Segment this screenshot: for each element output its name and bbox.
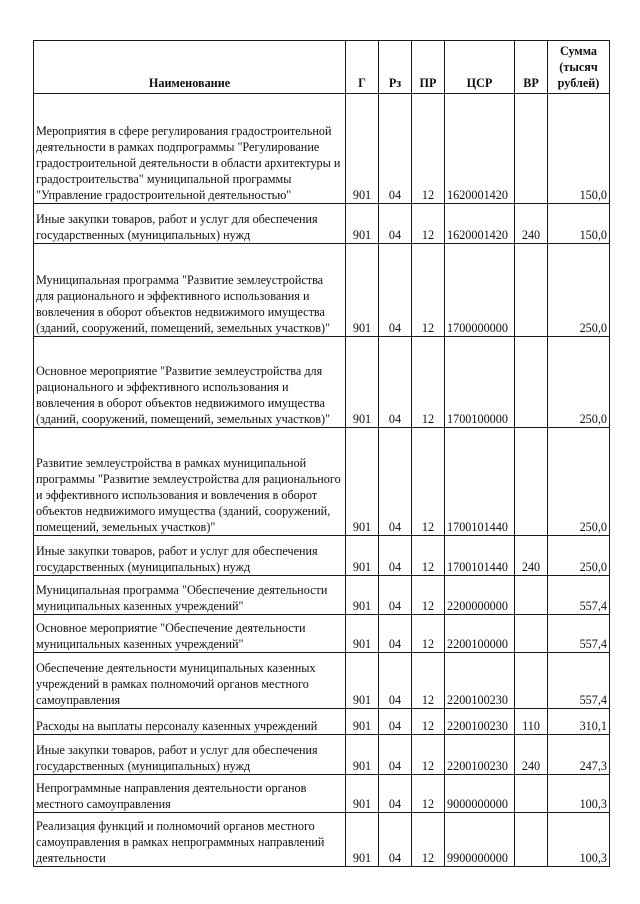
row-pr: 12	[412, 337, 445, 428]
row-csr: 1700100000	[445, 337, 515, 428]
row-sum: 100,3	[548, 813, 610, 867]
row-csr: 9000000000	[445, 775, 515, 813]
row-sum: 557,4	[548, 615, 610, 653]
row-name: Муниципальная программа "Обеспечение деятельности муниципальных казенных учреждений"	[34, 576, 346, 615]
row-sum: 250,0	[548, 337, 610, 428]
row-name: Непрограммные направления деятельности органов местного самоуправления	[34, 775, 346, 813]
row-sum: 150,0	[548, 204, 610, 244]
table-row	[34, 94, 610, 204]
row-name: Основное мероприятие "Развитие землеустройства для рационального и эффективного использования и вовлечения в оборот объектов недвижимого имущества (зданий, сооружений, помещений, земельных участков)"	[34, 337, 346, 428]
table-row	[34, 536, 610, 576]
row-name: Основное мероприятие "Обеспечение деятельности муниципальных казенных учреждений"	[34, 615, 346, 653]
row-rz: 04	[379, 244, 412, 337]
row-rz: 04	[379, 337, 412, 428]
row-g: 901	[346, 428, 379, 536]
row-g: 901	[346, 813, 379, 867]
row-csr: 2200100230	[445, 653, 515, 709]
row-name: Обеспечение деятельности муниципальных казенных учреждений в рамках полномочий органов местного самоуправления	[34, 653, 346, 709]
row-vr: 240	[515, 536, 548, 576]
row-vr	[515, 244, 548, 337]
row-sum: 247,3	[548, 735, 610, 775]
table-row	[34, 428, 610, 536]
row-vr	[515, 428, 548, 536]
row-csr: 1700000000	[445, 244, 515, 337]
row-sum: 557,4	[548, 576, 610, 615]
row-name: Мероприятия в сфере регулирования градостроительной деятельности в рамках подпрограммы "Регулирование градостроительной деятельности в области архитектуры и градостроительства" муниципальной программы "Управление градостроительной деятельностью"	[34, 94, 346, 204]
row-pr: 12	[412, 94, 445, 204]
header-row	[34, 41, 610, 94]
header-csr: ЦСР	[445, 41, 515, 94]
row-pr: 12	[412, 428, 445, 536]
row-vr: 110	[515, 709, 548, 735]
row-rz: 04	[379, 428, 412, 536]
table-row	[34, 244, 610, 337]
row-sum: 310,1	[548, 709, 610, 735]
row-vr: 240	[515, 204, 548, 244]
table-body	[34, 94, 610, 867]
row-csr: 1620001420	[445, 94, 515, 204]
row-sum: 250,0	[548, 428, 610, 536]
row-csr: 2200100230	[445, 709, 515, 735]
table-header	[34, 41, 610, 94]
row-g: 901	[346, 337, 379, 428]
row-name: Иные закупки товаров, работ и услуг для обеспечения государственных (муниципальных) нужд	[34, 735, 346, 775]
row-rz: 04	[379, 536, 412, 576]
row-rz: 04	[379, 775, 412, 813]
row-csr: 1700101440	[445, 428, 515, 536]
table-row	[34, 813, 610, 867]
header-sum: Сумма (тысяч рублей)	[548, 41, 610, 94]
row-csr: 9900000000	[445, 813, 515, 867]
row-pr: 12	[412, 576, 445, 615]
row-g: 901	[346, 709, 379, 735]
header-g: Г	[346, 41, 379, 94]
row-vr	[515, 94, 548, 204]
row-rz: 04	[379, 653, 412, 709]
row-pr: 12	[412, 244, 445, 337]
table-row	[34, 775, 610, 813]
row-name: Иные закупки товаров, работ и услуг для обеспечения государственных (муниципальных) нужд	[34, 204, 346, 244]
header-pr: ПР	[412, 41, 445, 94]
row-vr: 240	[515, 735, 548, 775]
row-g: 901	[346, 244, 379, 337]
row-pr: 12	[412, 536, 445, 576]
row-sum: 250,0	[548, 244, 610, 337]
row-sum: 150,0	[548, 94, 610, 204]
table-row	[34, 337, 610, 428]
row-g: 901	[346, 615, 379, 653]
row-pr: 12	[412, 653, 445, 709]
row-name: Иные закупки товаров, работ и услуг для обеспечения государственных (муниципальных) нужд	[34, 536, 346, 576]
row-pr: 12	[412, 709, 445, 735]
row-rz: 04	[379, 94, 412, 204]
row-sum: 250,0	[548, 536, 610, 576]
table-row	[34, 204, 610, 244]
row-rz: 04	[379, 813, 412, 867]
row-vr	[515, 615, 548, 653]
row-sum: 557,4	[548, 653, 610, 709]
row-csr: 2200100000	[445, 615, 515, 653]
table-row	[34, 709, 610, 735]
row-pr: 12	[412, 813, 445, 867]
header-vr: ВР	[515, 41, 548, 94]
header-rz: Рз	[379, 41, 412, 94]
row-g: 901	[346, 94, 379, 204]
row-rz: 04	[379, 576, 412, 615]
row-rz: 04	[379, 735, 412, 775]
row-pr: 12	[412, 204, 445, 244]
row-name: Муниципальная программа "Развитие землеустройства для рационального и эффективного использования и вовлечения в оборот объектов недвижимого имущества (зданий, сооружений, помещений, земельных участков)"	[34, 244, 346, 337]
row-csr: 2200100230	[445, 735, 515, 775]
row-g: 901	[346, 775, 379, 813]
row-pr: 12	[412, 615, 445, 653]
row-vr	[515, 653, 548, 709]
table-row	[34, 576, 610, 615]
row-g: 901	[346, 653, 379, 709]
row-g: 901	[346, 576, 379, 615]
row-g: 901	[346, 735, 379, 775]
row-rz: 04	[379, 709, 412, 735]
table-row	[34, 735, 610, 775]
row-vr	[515, 813, 548, 867]
row-g: 901	[346, 536, 379, 576]
row-name: Развитие землеустройства в рамках муниципальной программы "Развитие землеустройства для рационального и эффективного использования и вовлечения в оборот объектов недвижимого имущества (зданий, сооружений, помещений, земельных участков)"	[34, 428, 346, 536]
row-pr: 12	[412, 735, 445, 775]
row-name: Расходы на выплаты персоналу казенных учреждений	[34, 709, 346, 735]
row-sum: 100,3	[548, 775, 610, 813]
row-csr: 1700101440	[445, 536, 515, 576]
table-row	[34, 653, 610, 709]
header-name: Наименование	[34, 41, 346, 94]
row-rz: 04	[379, 204, 412, 244]
budget-table	[33, 40, 610, 867]
row-csr: 2200000000	[445, 576, 515, 615]
row-name: Реализация функций и полномочий органов местного самоуправления в рамках непрограммных направлений деятельности	[34, 813, 346, 867]
row-vr	[515, 576, 548, 615]
row-csr: 1620001420	[445, 204, 515, 244]
row-pr: 12	[412, 775, 445, 813]
row-vr	[515, 775, 548, 813]
row-vr	[515, 337, 548, 428]
table-row	[34, 615, 610, 653]
row-g: 901	[346, 204, 379, 244]
row-rz: 04	[379, 615, 412, 653]
